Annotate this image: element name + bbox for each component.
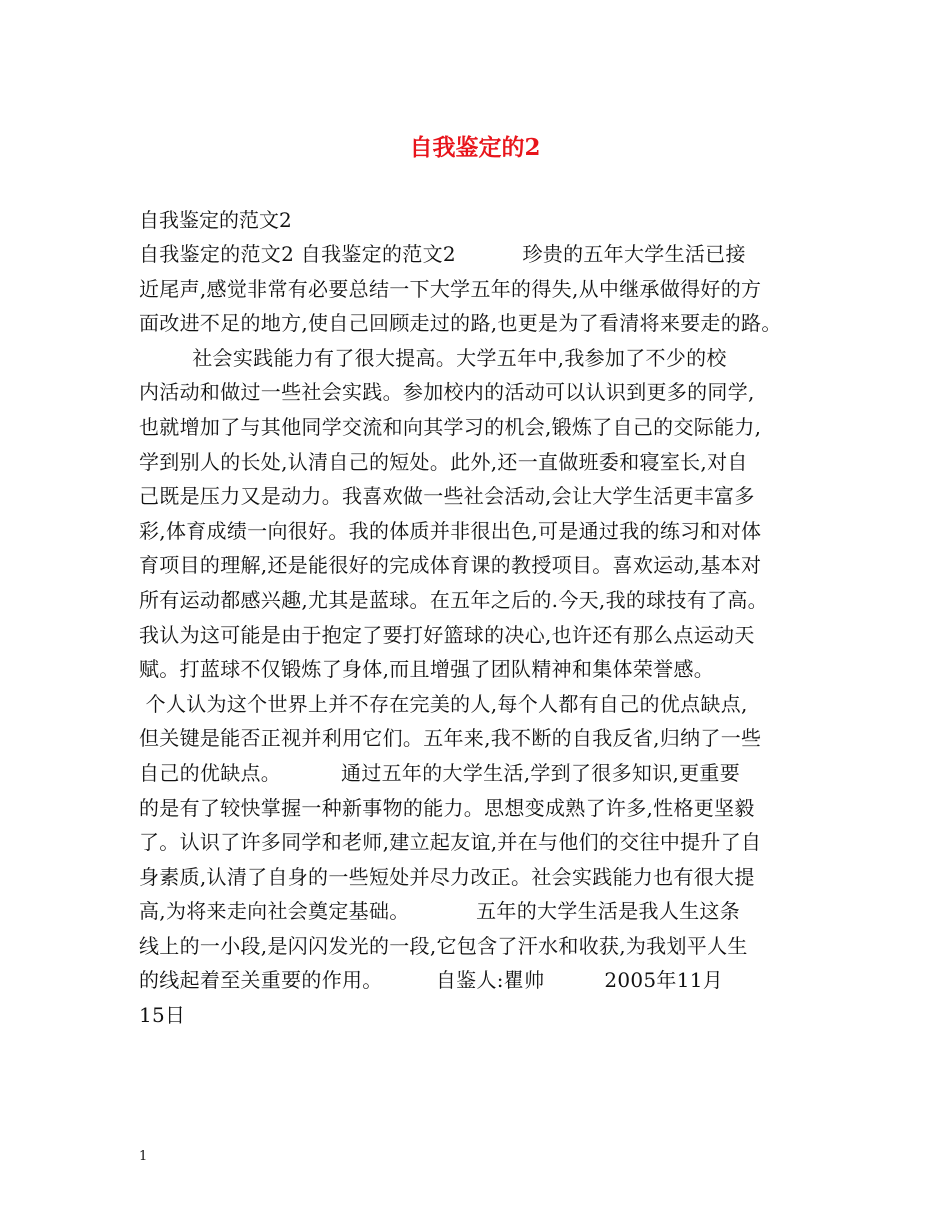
body-line: 15日 bbox=[139, 1003, 186, 1028]
page-number: 1 bbox=[139, 1149, 148, 1164]
body-line: 己既是压力又是动力。我喜欢做一些社会活动,会让大学生活更丰富多 bbox=[139, 484, 755, 509]
body-line: 个人认为这个世界上并不存在完美的人,每个人都有自己的优点缺点, bbox=[139, 691, 748, 716]
body-line: 自我鉴定的范文2 自我鉴定的范文2 珍贵的五年大学生活已接 bbox=[139, 242, 746, 266]
document-title: 自我鉴定的2 bbox=[409, 134, 541, 161]
body-line: 的线起着至关重要的作用。 自鉴人:瞿帅 2005年11月 bbox=[139, 968, 724, 993]
body-line: 高,为将来走向社会奠定基础。 五年的大学生活是我人生这条 bbox=[139, 899, 741, 924]
body-line: 身素质,认清了自身的一些短处并尽力改正。社会实践能力也有很大提 bbox=[139, 864, 755, 889]
body-line: 学到别人的长处,认清自己的短处。此外,还一直做班委和寝室长,对自 bbox=[139, 449, 748, 474]
body-line: 赋。打蓝球不仅锻炼了身体,而且增强了团队精神和集体荣誉感。 bbox=[139, 657, 715, 682]
document-body bbox=[139, 237, 829, 1033]
body-line: 但关键是能否正视并利用它们。五年来,我不断的自我反省,归纳了一些 bbox=[139, 726, 762, 751]
body-line: 面改进不足的地方,使自己回顾走过的路,也更是为了看清将来要走的路。 bbox=[139, 311, 782, 336]
body-line: 的是有了较快掌握一种新事物的能力。思想变成熟了许多,性格更坚毅 bbox=[139, 795, 755, 820]
body-line: 彩,体育成绩一向很好。我的体质并非很出色,可是通过我的练习和对体 bbox=[139, 518, 762, 543]
body-line: 自己的优缺点。 通过五年的大学生活,学到了很多知识,更重要 bbox=[139, 760, 741, 785]
body-line: 内活动和做过一些社会实践。参加校内的活动可以认识到更多的同学, bbox=[139, 380, 755, 405]
body-line: 线上的一小段,是闪闪发光的一段,它包含了汗水和收获,为我划平人生 bbox=[139, 933, 748, 958]
body-line: 所有运动都感兴趣,尤其是蓝球。在五年之后的.今天,我的球技有了高。 bbox=[139, 587, 768, 612]
body-line: 近尾声,感觉非常有必要总结一下大学五年的得失,从中继承做得好的方 bbox=[139, 276, 762, 301]
document-subtitle: 自我鉴定的范文2 bbox=[139, 208, 292, 232]
body-line: 我认为这可能是由于抱定了要打好篮球的决心,也许还有那么点运动天 bbox=[139, 622, 755, 647]
body-line: 了。认识了许多同学和老师,建立起友谊,并在与他们的交往中提升了自 bbox=[139, 830, 762, 855]
body-line: 也就增加了与其他同学交流和向其学习的机会,锻炼了自己的交际能力, bbox=[139, 414, 762, 439]
body-line: 社会实践能力有了很大提高。大学五年中,我参加了不少的校 bbox=[139, 345, 727, 370]
body-line: 育项目的理解,还是能很好的完成体育课的教授项目。喜欢运动,基本对 bbox=[139, 553, 762, 578]
